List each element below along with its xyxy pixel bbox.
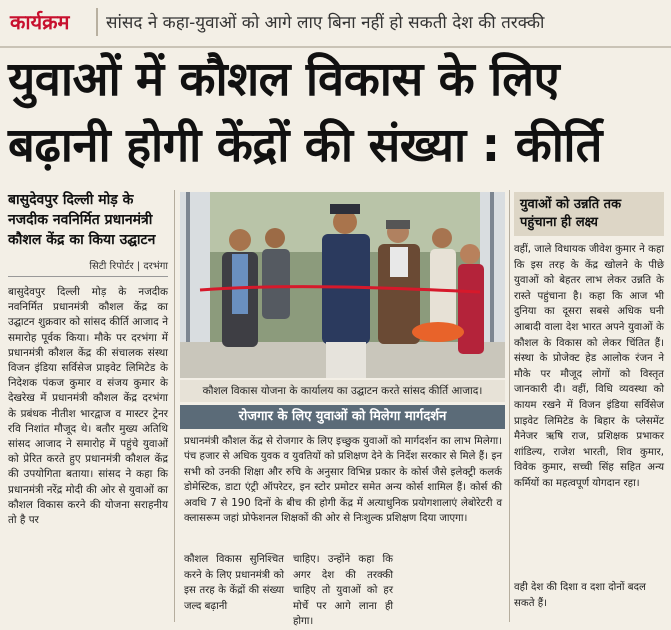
headline-line-2: बढ़ानी होगी केंद्रों की संख्या : कीर्ति: [8, 118, 602, 173]
topbar: [0, 0, 671, 48]
right-footer-text: वही देश की दिशा व दशा दोनों बदल सकते हैं।: [514, 582, 646, 609]
right-body-text: वहीं, जाले विधायक जीवेश कुमार ने कहा कि इस तरह के केंद्र खोलने के पीछे युवाओं को बेहतर लाभ लेकर उन्नति के रास्ते पहुंचाना है। कहा कि आज भी दुनिया का दूसरा सबसे अधिक घनी आबादी वाला देश भारत अपने युवाओं के कौशल के विकास को लेकर चिंतित हैं। संस्था के प्रोजेक्ट हेड आलोक रंजन ने मौके पर मौजूद लोगों को विस्तृत जानकारी दी। वहीं, विधि व्यवस्था को कायम रखने में विजन इंडिया सर्विसेज प्राइवेट लिमिटेड के बिहार के प्लेसमेंट मैनेजर ऋषि राज, प्रशिक्षक प्रभाकर शांडिल्य, राजेश भारती, शिव कुमार, विवेक कुमार, सच्ची सिंह सहित अन्य कर्मियों का महत्वपूर्ण योगदान रहा।: [514, 244, 664, 489]
byline: सिटी रिपोर्टर | दरभंगा: [8, 258, 168, 277]
photo-caption: कौशल विकास योजना के कार्यालय का उद्घाटन करते सांसद कीर्ति आजाद।: [180, 380, 505, 402]
left-body-text: बासुदेवपुर दिल्ली मोड़ के नजदीक नवनिर्मित प्रधानमंत्री कौशल केंद्र का उद्घाटन शुक्रवार को सांसद कीर्ति आजाद ने समारोह पूर्वक किया। मौके पर दरभंगा में प्रधानमंत्री कौशल केंद्र की संचालक संस्था विजन इंडिया सर्विसेज प्राइवेट लिमिटेड के निदेशक पंकज कुमार व संजय कुमार के देखरेख में प्रधानमंत्री कौशल केंद्र दरभंगा के प्रबंधक नीतीश भारद्वाज व मास्टर ट्रेनर रवि निशांत मौजूद थे। बतौर मुख्य अतिथि सांसद आजाद ने समारोह में पहुंचे युवाओं को प्रेरित करते हुए प्रधानमंत्री कौशल केंद्र की उपयोगिता बताया। सांसद ने कहा कि प्रधानमंत्री नरेंद्र मोदी की ओर से युवाओं का कौशल विकास करने की योजना सराहनीय तो है पर: [8, 286, 168, 527]
section-heading: रोजगार के लिए युवाओं को मिलेगा मार्गदर्शन: [180, 405, 505, 429]
ribbon-cutting-photo: [180, 192, 505, 378]
right-column: [514, 192, 664, 622]
right-heading: युवाओं को उन्नति तक पहुंचाना ही लक्ष्य: [514, 192, 664, 236]
category-label: कार्यक्रम: [10, 10, 70, 34]
left-column: [8, 190, 168, 620]
column-divider: [174, 190, 175, 622]
news-photo: [180, 192, 505, 378]
subheading: सांसद ने कहा-युवाओं को आगे लाए बिना नहीं हो सकती देश की तरक्की: [106, 13, 545, 33]
bottom-col-2: चाहिए। उन्होंने कहा कि अगर देश की तरक्की चाहिए तो युवाओं को हर मोर्चे पर आगे लाना ही होगा।: [293, 554, 393, 628]
topbar-divider: [96, 8, 98, 36]
sidebar-title: बासुदेवपुर दिल्ली मोड़ के नजदीक नवनिर्मित प्रधानमंत्री कौशल केंद्र का किया उद्घाटन: [8, 192, 156, 248]
bottom-row: [180, 552, 505, 628]
plate: [412, 322, 464, 342]
bottom-col-1: कौशल विकास सुनिश्चित करने के लिए प्रधानमंत्री को इस तरह के केंद्रों की संख्या जल्द बढ़ानी: [184, 554, 284, 612]
middle-body-text: प्रधानमंत्री कौशल केंद्र से रोजगार के लिए इच्छुक युवाओं को मार्गदर्शन का लाभ मिलेगा। पंच हजार से अधिक युवक व युवतियों को प्रशिक्षण देने के निर्देश सरकार से मिले हैं। इन सभी को उनकी शिक्षा और रुचि के अनुसार विभिन्न प्रकार के कोर्स जैसे इलेक्ट्री कलर्क डोमेस्टिक, डाटा एंट्री ऑपरेटर, इन स्टोर प्रमोटर समेत अन्य कोर्स शामिल हैं। कोर्स की अवधि 7 से 190 दिनों के बीच की होगी केंद्र में अत्याधुनिक प्रयोगशालाएं लेबोरेटरी व क्लासरूम जहां प्रोफेशनल शिक्षकों की ओर से निःशुल्क प्रशिक्षण दिया जाएगा।: [184, 436, 502, 525]
headline-line-1: युवाओं में कौशल विकास के लिए: [8, 52, 560, 107]
column-divider: [509, 190, 510, 622]
